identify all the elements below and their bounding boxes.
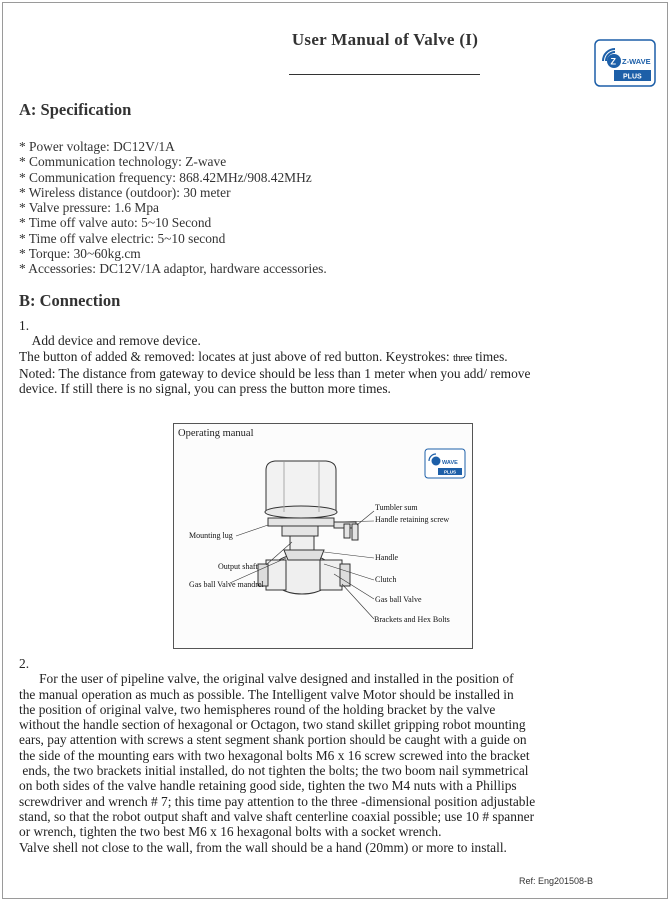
spec-item: * Torque: 30~60kg.cm (19, 246, 141, 262)
step-1-line (19, 349, 530, 366)
spec-item: * Communication technology: Z-wave (19, 154, 227, 170)
keystroke-count: three (452, 351, 472, 364)
label-valve-mandrel: Gas ball Valve mandrel (189, 580, 264, 589)
label-output-shaft: Output shaft (218, 562, 258, 571)
step-1-line: device. If still there is no signal, you can press the button more times. (19, 381, 391, 397)
operating-manual-figure (173, 423, 473, 649)
step-1-line: Noted: The distance from gateway to device should be less than 1 meter when you add/ remove (19, 365, 531, 381)
logo-brand-text: Z-WAVE (622, 57, 651, 66)
valve-body (258, 536, 350, 594)
step-2-line: stand, so that the robot output shaft and valve shaft centerline coaxial possible; use 10 # spanner (19, 808, 535, 824)
spec-item: * Time off valve auto: 5~10 Second (19, 215, 212, 231)
spec-item: * Accessories: DC12V/1A adaptor, hardware accessories. (19, 261, 327, 277)
figure-zwave-logo-icon (425, 449, 465, 478)
label-tumbler: Tumbler sum (375, 503, 418, 512)
specification-list (19, 139, 327, 277)
step-1-text: The button of added & removed: locates at just above of red button. Keystrokes: (19, 348, 453, 364)
section-b-heading: B: Connection (19, 291, 121, 310)
reference-code: Ref: Eng201508-B (519, 876, 594, 886)
section-a-heading: A: Specification (19, 100, 132, 119)
step-1-line: Add device and remove device. (19, 333, 201, 349)
connection-step-1 (19, 318, 530, 396)
label-mounting-lug: Mounting lug (189, 531, 233, 540)
page-title: User Manual of Valve (I) (291, 30, 479, 49)
logo-plus-text: PLUS (623, 73, 642, 81)
step-2-line: the side of the mounting ears with two hexagonal bolts M6 x 16 screw screwed into the bracket (19, 747, 530, 763)
label-gas-ball-valve: Gas ball Valve (375, 595, 422, 604)
spec-item: * Valve pressure: 1.6 Mpa (19, 200, 159, 216)
step-2-line: ears, pay attention with screws a stent segment shank portion should be caught with a guide on (19, 732, 527, 748)
spec-item: * Wireless distance (outdoor): 30 meter (19, 184, 231, 200)
label-brackets-bolts: Brackets and Hex Bolts (374, 615, 450, 624)
step-2-line: the position of original valve, two hemispheres round of the holding bracket by the valve (19, 701, 496, 717)
label-handle: Handle (375, 553, 399, 562)
spec-item: * Communication frequency: 868.42MHz/908.42MHz (19, 169, 312, 185)
step-number: 1. (19, 318, 30, 333)
label-handle-retaining-screw: Handle retaining screw (375, 515, 450, 524)
svg-text:WAVE: WAVE (442, 460, 458, 466)
title-underline (289, 74, 480, 75)
connection-step-2 (19, 656, 535, 855)
step-2-line: Valve shell not close to the wall, from the wall should be a hand (20mm) or more to install. (19, 839, 507, 855)
step-2-line: on both sides of the valve handle retaining good side, tighten the two M4 nuts with a Phillips (19, 778, 517, 794)
step-2-line: without the handle section of hexagonal or Octagon, two stand skillet gripping robot mounting (19, 717, 526, 733)
spec-item: * Power voltage: DC12V/1A (19, 139, 175, 154)
label-clutch: Clutch (375, 575, 397, 584)
step-1-text: times. (471, 348, 508, 364)
figure-title: Operating manual (178, 428, 254, 439)
step-2-line: For the user of pipeline valve, the original valve designed and installed in the position of (19, 671, 514, 687)
svg-text:Z: Z (610, 56, 616, 67)
step-2-line: the manual operation as much as possible. The Intelligent valve Motor should be installed in (19, 686, 514, 702)
motor-housing (265, 461, 337, 518)
step-number: 2. (19, 656, 30, 671)
spec-item: * Time off valve electric: 5~10 second (19, 230, 226, 246)
step-2-line: or wrench, tighten the two best M6 x 16 hexagonal bolts with a socket wrench. (19, 824, 442, 840)
step-2-line: screwdriver and wrench # 7; this time pay attention to the three -dimensional position adjustable (19, 793, 536, 809)
svg-text:PLUS: PLUS (444, 469, 457, 475)
zwave-plus-logo-icon (594, 39, 656, 87)
step-2-line: ends, the two brackets initial installed, do not tighten the bolts; the two boom nail symmetrical (19, 763, 529, 779)
